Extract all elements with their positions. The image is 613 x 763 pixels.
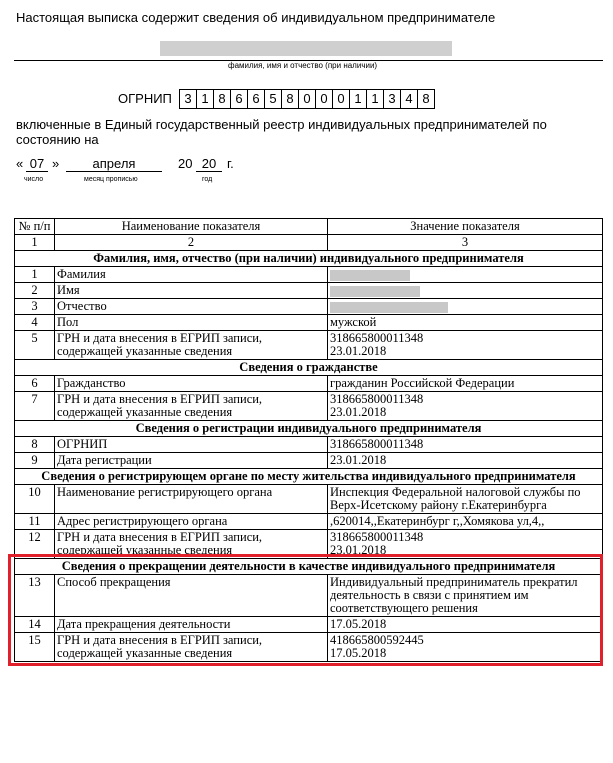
date-day: 07 — [26, 156, 48, 172]
date-month: апреля — [66, 156, 162, 172]
row-value: мужской — [328, 315, 603, 331]
row-name: ГРН и дата внесения в ЕГРИП записи, содержащей указанные сведения — [55, 392, 328, 421]
header-num: № п/п — [15, 219, 55, 235]
row-number: 4 — [15, 315, 55, 331]
row-number: 1 — [15, 267, 55, 283]
ogrnip-digit: 1 — [197, 89, 214, 109]
date-year-caption: год — [202, 176, 213, 183]
date-year-unit: г. — [227, 156, 234, 171]
table-row — [15, 453, 603, 469]
header-value: Значение показателя — [328, 219, 603, 235]
redaction-bar — [330, 302, 448, 313]
redaction-bar — [330, 286, 420, 297]
row-name: Фамилия — [55, 267, 328, 283]
grn-value: 318665800011348 — [330, 392, 424, 406]
col-number: 1 — [15, 235, 55, 251]
ogrnip-digit: 8 — [214, 89, 231, 109]
column-number-row — [15, 235, 603, 251]
row-number: 11 — [15, 514, 55, 530]
row-number: 15 — [15, 633, 55, 662]
row-number: 14 — [15, 617, 55, 633]
ogrnip-digit: 8 — [282, 89, 299, 109]
grn-date: 23.01.2018 — [330, 405, 387, 419]
highlight-frame — [8, 554, 603, 667]
section-citizenship: Сведения о гражданстве — [15, 360, 603, 376]
col-number: 2 — [55, 235, 328, 251]
table-row — [15, 485, 603, 514]
row-name: Пол — [55, 315, 328, 331]
table-row — [15, 376, 603, 392]
row-value: 17.05.2018 — [328, 617, 603, 633]
section-registration: Сведения о регистрации индивидуального предпринимателя — [15, 421, 603, 437]
included-text: включенные в Единый государственный реестр индивидуальных предпринимателей по состоянию на — [16, 117, 547, 147]
grn-value: 318665800011348 — [330, 530, 424, 544]
ogrnip-digit: 6 — [248, 89, 265, 109]
row-name: Имя — [55, 283, 328, 299]
table-header-row — [15, 219, 603, 235]
section-fio: Фамилия, имя, отчество (при наличии) индивидуального предпринимателя — [15, 251, 603, 267]
ogrnip-label: ОГРНИП — [118, 91, 172, 106]
date-month-caption: месяц прописью — [84, 176, 138, 183]
row-value: ,620014,,Екатеринбург г,,Хомякова ул,4,, — [328, 514, 603, 530]
redaction-bar — [330, 270, 410, 281]
ogrnip-digit: 3 — [384, 89, 401, 109]
table-row — [15, 315, 603, 331]
ogrnip-digit: 3 — [180, 89, 197, 109]
date-year-suffix: 20 — [196, 156, 222, 172]
table-row — [15, 267, 603, 283]
grn-date: 23.01.2018 — [330, 543, 387, 557]
row-value-redacted — [328, 283, 603, 299]
section-termination: Сведения о прекращении деятельности в качестве индивидуального предпринимателя — [15, 559, 603, 575]
table-row — [15, 437, 603, 453]
row-number: 12 — [15, 530, 55, 559]
header-name: Наименование показателя — [55, 219, 328, 235]
ogrnip-digit: 1 — [367, 89, 384, 109]
row-value-redacted — [328, 267, 603, 283]
row-name: Гражданство — [55, 376, 328, 392]
row-name: ГРН и дата внесения в ЕГРИП записи, содержащей указанные сведения — [55, 633, 328, 662]
row-name: Дата регистрации — [55, 453, 328, 469]
row-number: 2 — [15, 283, 55, 299]
col-number: 3 — [328, 235, 603, 251]
table-row — [15, 331, 603, 360]
ogrnip-digit: 1 — [350, 89, 367, 109]
grn-date: 23.01.2018 — [330, 344, 387, 358]
row-value — [328, 392, 603, 421]
grn-date: 17.05.2018 — [330, 646, 387, 660]
row-value: Индивидуальный предприниматель прекратил деятельность в связи с принятием им соответствующего решения — [328, 575, 603, 617]
ogrnip-digit: 5 — [265, 89, 282, 109]
row-value — [328, 331, 603, 360]
row-value: 318665800011348 — [328, 437, 603, 453]
ogrnip-digit: 0 — [316, 89, 333, 109]
row-name: Способ прекращения — [55, 575, 328, 617]
row-value: 23.01.2018 — [328, 453, 603, 469]
row-name: Адрес регистрирующего органа — [55, 514, 328, 530]
row-number: 9 — [15, 453, 55, 469]
row-value-redacted — [328, 299, 603, 315]
date-year-prefix: 20 — [178, 156, 193, 171]
ogrnip-digit: 0 — [333, 89, 350, 109]
row-value: гражданин Российской Федерации — [328, 376, 603, 392]
ogrnip-digit-boxes — [179, 89, 435, 109]
date-open-quote: « — [16, 156, 24, 171]
row-number: 10 — [15, 485, 55, 514]
row-name: Наименование регистрирующего органа — [55, 485, 328, 514]
table-row — [15, 299, 603, 315]
table-row — [15, 283, 603, 299]
row-number: 8 — [15, 437, 55, 453]
row-name: ОГРНИП — [55, 437, 328, 453]
ogrnip-digit: 4 — [401, 89, 418, 109]
row-name: Отчество — [55, 299, 328, 315]
row-name: ГРН и дата внесения в ЕГРИП записи, содержащей указанные сведения — [55, 331, 328, 360]
row-number: 3 — [15, 299, 55, 315]
grn-value: 318665800011348 — [330, 331, 424, 345]
ogrnip-digit: 0 — [299, 89, 316, 109]
date-day-caption: число — [24, 176, 44, 183]
row-name: ГРН и дата внесения в ЕГРИП записи, содержащей указанные сведения — [55, 530, 328, 559]
row-number: 6 — [15, 376, 55, 392]
row-name: Дата прекращения деятельности — [55, 617, 328, 633]
table-row — [15, 392, 603, 421]
ogrnip-digit: 6 — [231, 89, 248, 109]
row-number: 13 — [15, 575, 55, 617]
date-close-quote: » — [52, 156, 60, 171]
row-number: 7 — [15, 392, 55, 421]
row-value: Инспекция Федеральной налоговой службы по Верх-Исетскому району г.Екатеринбурга — [328, 485, 603, 514]
table-row — [15, 514, 603, 530]
ogrnip-digit: 8 — [418, 89, 435, 109]
row-number: 5 — [15, 331, 55, 360]
grn-value: 418665800592445 — [330, 633, 424, 647]
section-authority: Сведения о регистрирующем органе по месту жительства индивидуального предпринимателя — [15, 469, 603, 485]
redacted-name — [160, 41, 452, 56]
intro-text: Настоящая выписка содержит сведения об индивидуальном предпринимателе — [16, 10, 496, 25]
name-caption: фамилия, имя и отчество (при наличии) — [228, 61, 378, 70]
